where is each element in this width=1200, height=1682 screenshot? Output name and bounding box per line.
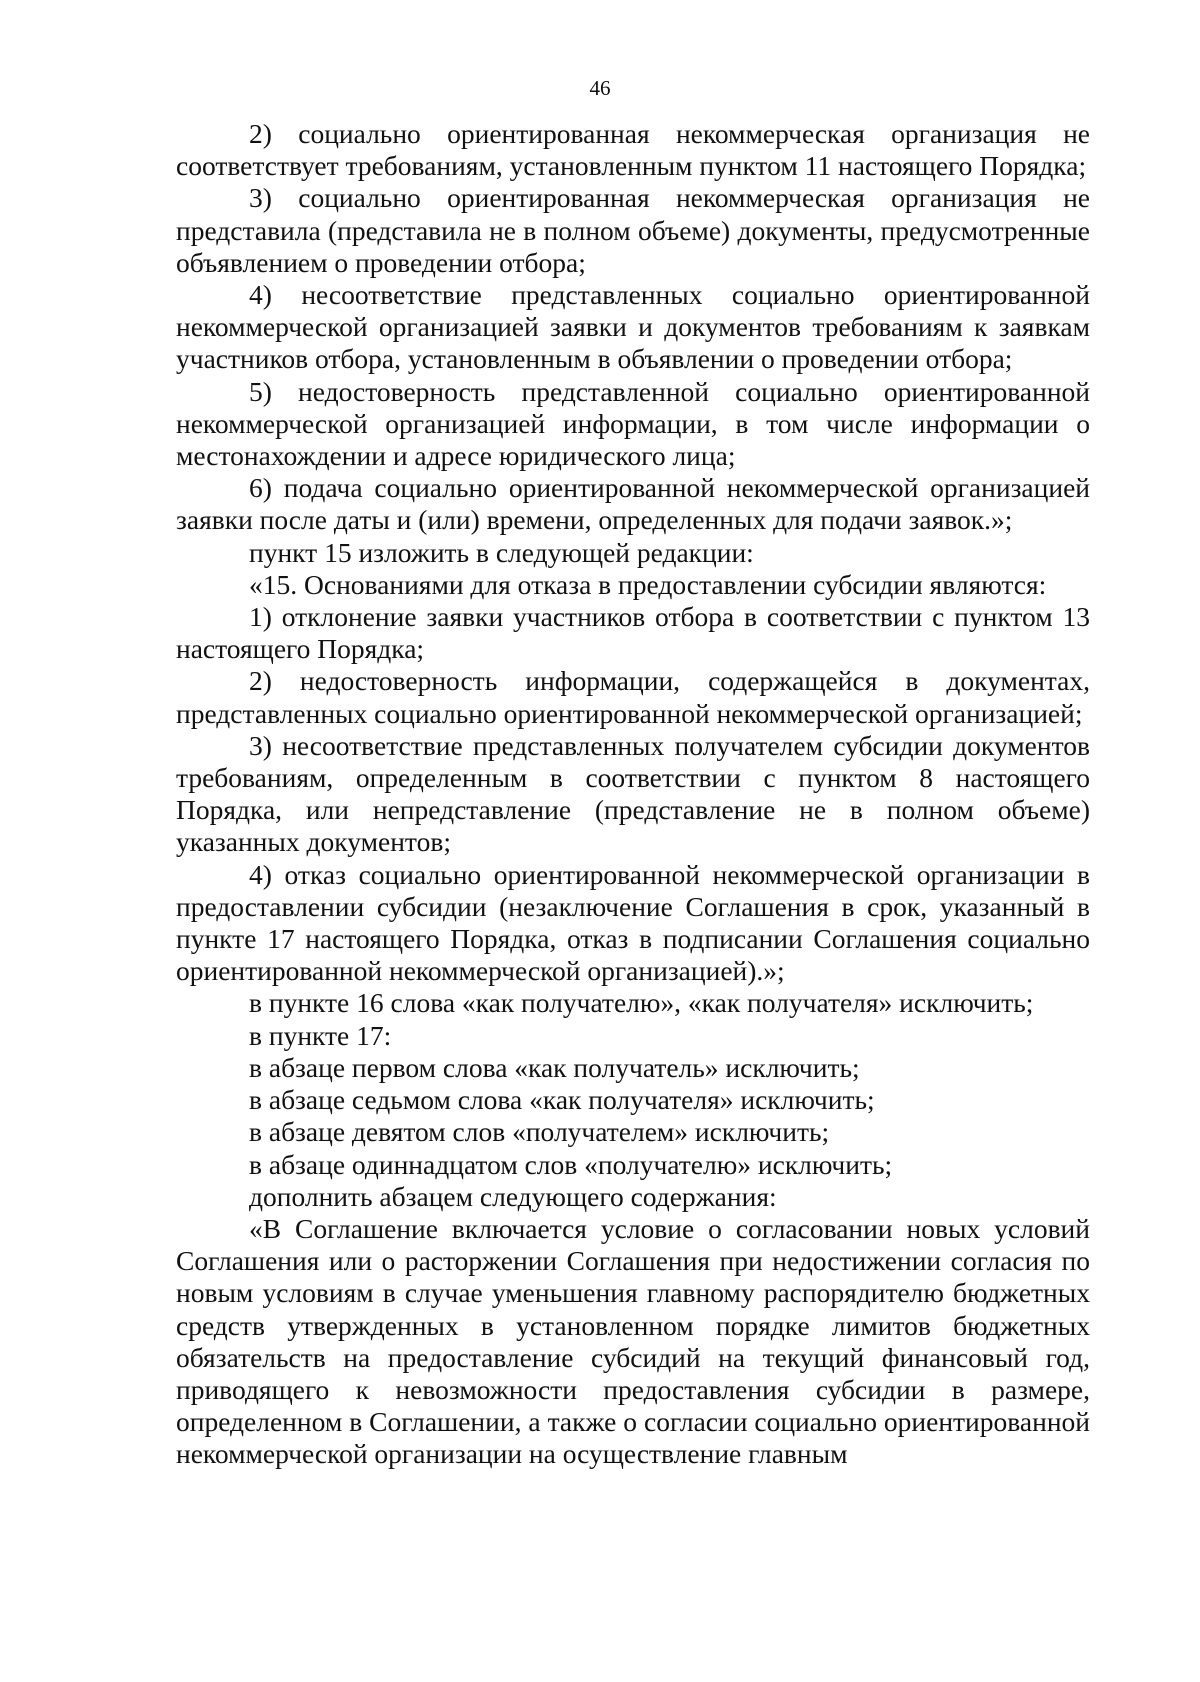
paragraph: 1) отклонение заявки участников отбора в соответствии с пунктом 13 настоящего Порядка; (176, 601, 1090, 665)
page-number: 46 (589, 76, 611, 100)
paragraph: «15. Основаниями для отказа в предоставлении субсидии являются: (249, 568, 1047, 600)
paragraph: в абзаце девятом слов «получателем» исключить; (249, 1116, 830, 1148)
paragraph: в пункте 16 слова «как получателю», «как получателя» исключить; (249, 987, 1034, 1019)
paragraph: пункт 15 изложить в следующей редакции: (249, 536, 754, 568)
paragraph: 4) отказ социально ориентированной некоммерческой организации в предоставлении субсидии (незаключение Соглашения в срок, указанный в пункте 17 настоящего Порядка, отказ в подписании Соглашения социально ориентированной некоммерческой организацией).»; (176, 858, 1090, 987)
paragraph: дополнить абзацем следующего содержания: (249, 1180, 777, 1212)
paragraph: в абзаце первом слова «как получатель» исключить; (249, 1051, 860, 1083)
paragraph: в абзаце седьмом слова «как получателя» исключить; (249, 1084, 875, 1116)
paragraph: 6) подача социально ориентированной некоммерческой организацией заявки после даты и (или) времени, определенных для подачи заявок.»; (176, 472, 1090, 536)
paragraph: 2) социально ориентированная некоммерческая организация не соответствует требованиям, установленным пунктом 11 настоящего Порядка; (176, 118, 1090, 182)
paragraph: 4) несоответствие представленных социально ориентированной некоммерческой организацией заявки и документов требованиям к заявкам участников отбора, установленным в объявлении о проведении отбора; (176, 279, 1090, 375)
paragraph: 2) недостоверность информации, содержащейся в документах, представленных социально ориентированной некоммерческой организацией; (176, 665, 1090, 729)
document-body (176, 118, 1090, 1471)
paragraph: в пункте 17: (249, 1019, 392, 1051)
paragraph: 3) несоответствие представленных получателем субсидии документов требованиям, определенным в соответствии с пунктом 8 настоящего Порядка, или непредставление (представление не в полном объеме) указанных документов; (176, 729, 1090, 858)
paragraph: 5) недостоверность представленной социально ориентированной некоммерческой организацией информации, в том числе информации о местонахождении и адресе юридического лица; (176, 375, 1090, 472)
paragraph: «В Соглашение включается условие о согласовании новых условий Соглашения или о расторжении Соглашения при недостижении согласия по новым условиям в случае уменьшения главному распорядителю бюджетных средств утвержденных в установленном порядке лимитов бюджетных обязательств на предоставление субсидий на текущий финансовый год, приводящего к невозможности предоставления субсидии в размере, определенном в Соглашении, а также о согласии социально ориентированной некоммерческой организации на осуществление главным (176, 1212, 1090, 1470)
paragraph: 3) социально ориентированная некоммерческая организация не представила (представила не в полном объеме) документы, предусмотренные объявлением о проведении отбора; (176, 182, 1090, 278)
paragraph: в абзаце одиннадцатом слов «получателю» исключить; (249, 1148, 893, 1180)
